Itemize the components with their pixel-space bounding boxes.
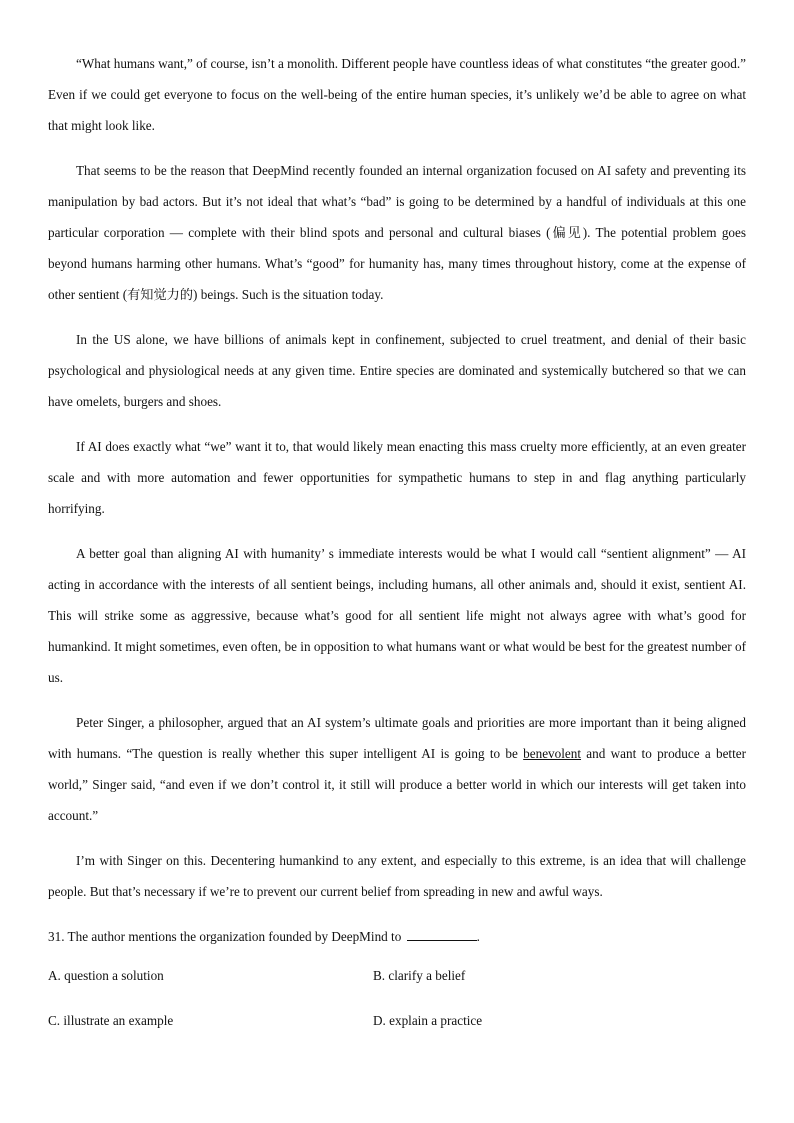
paragraph-5: A better goal than aligning AI with humanity’ s immediate interests would be what I would call “sentient alignment” — AI acting in accordance with the interests of all sentient beings, including humans, all other animals and, should it exist, sentient AI. This will strike some as aggressive, because what’s good for all sentient life might not always agree with what’s good for humankind. It might sometimes, even often, be in opposition to what humans want or what would be best for the greatest number of us. bbox=[48, 546, 746, 685]
paragraph-3: In the US alone, we have billions of animals kept in confinement, subjected to cruel treatment, and denial of their basic psychological and physiological needs at any given time. Entire species are dominated and systemically butchered so that we can have omelets, burgers and shoes. bbox=[48, 332, 746, 409]
paragraph-6-text-before: Peter Singer, a philosopher, argued that an AI system’s ultimate goals and priorities are more important than it being aligned with humans. “The question is really whether this super intelligent AI is going to be bbox=[48, 715, 746, 761]
paragraph-1: “What humans want,” of course, isn’t a monolith. Different people have countless ideas of what constitutes “the greater good.” Even if we could get everyone to focus on the well-being of the entire human species, it’s unlikely we’d be able to agree on what that might look like. bbox=[48, 56, 746, 133]
question-stem-text: 31. The author mentions the organization founded by DeepMind to bbox=[48, 929, 402, 944]
option-a[interactable]: A. question a solution bbox=[48, 968, 164, 983]
question-31-stem bbox=[48, 921, 746, 952]
answer-options bbox=[48, 966, 746, 1066]
underlined-word: benevolent bbox=[523, 746, 582, 761]
paragraph-6-text-after: and want to produce a better world,” Singer said, “and even if we don’t control it, it still will produce a better world in which our interests will get taken into account.” bbox=[48, 746, 746, 823]
paragraph-7: I’m with Singer on this. Decentering humankind to any extent, and especially to this extreme, is an idea that will challenge people. But that’s necessary if we’re to prevent our current belief from spreading in new and awful ways. bbox=[48, 853, 746, 899]
answer-blank bbox=[407, 928, 477, 941]
paragraph-4: If AI does exactly what “we” want it to, that would likely mean enacting this mass cruelty more efficiently, at an even greater scale and with more automation and fewer opportunities for sympathetic humans to step in and flag anything particularly horrifying. bbox=[48, 439, 746, 516]
document-page bbox=[48, 48, 746, 1066]
option-c[interactable]: C. illustrate an example bbox=[48, 1013, 174, 1028]
option-d[interactable]: D. explain a practice bbox=[373, 1013, 483, 1028]
question-end-punct: . bbox=[476, 929, 480, 944]
paragraph-6 bbox=[48, 707, 746, 831]
option-b[interactable]: B. clarify a belief bbox=[373, 968, 466, 983]
paragraph-2: That seems to be the reason that DeepMind recently founded an internal organization focused on AI safety and preventing its manipulation by bad actors. But it’s not ideal that what’s “bad” is going to be determined by a handful of individuals at this one particular corporation — complete with their blind spots and personal and cultural biases (偏见). The potential problem goes beyond humans harming other humans. What’s “good” for humanity has, many times throughout history, come at the expense of other sentient (有知觉力的) beings. Such is the situation today. bbox=[48, 163, 746, 302]
